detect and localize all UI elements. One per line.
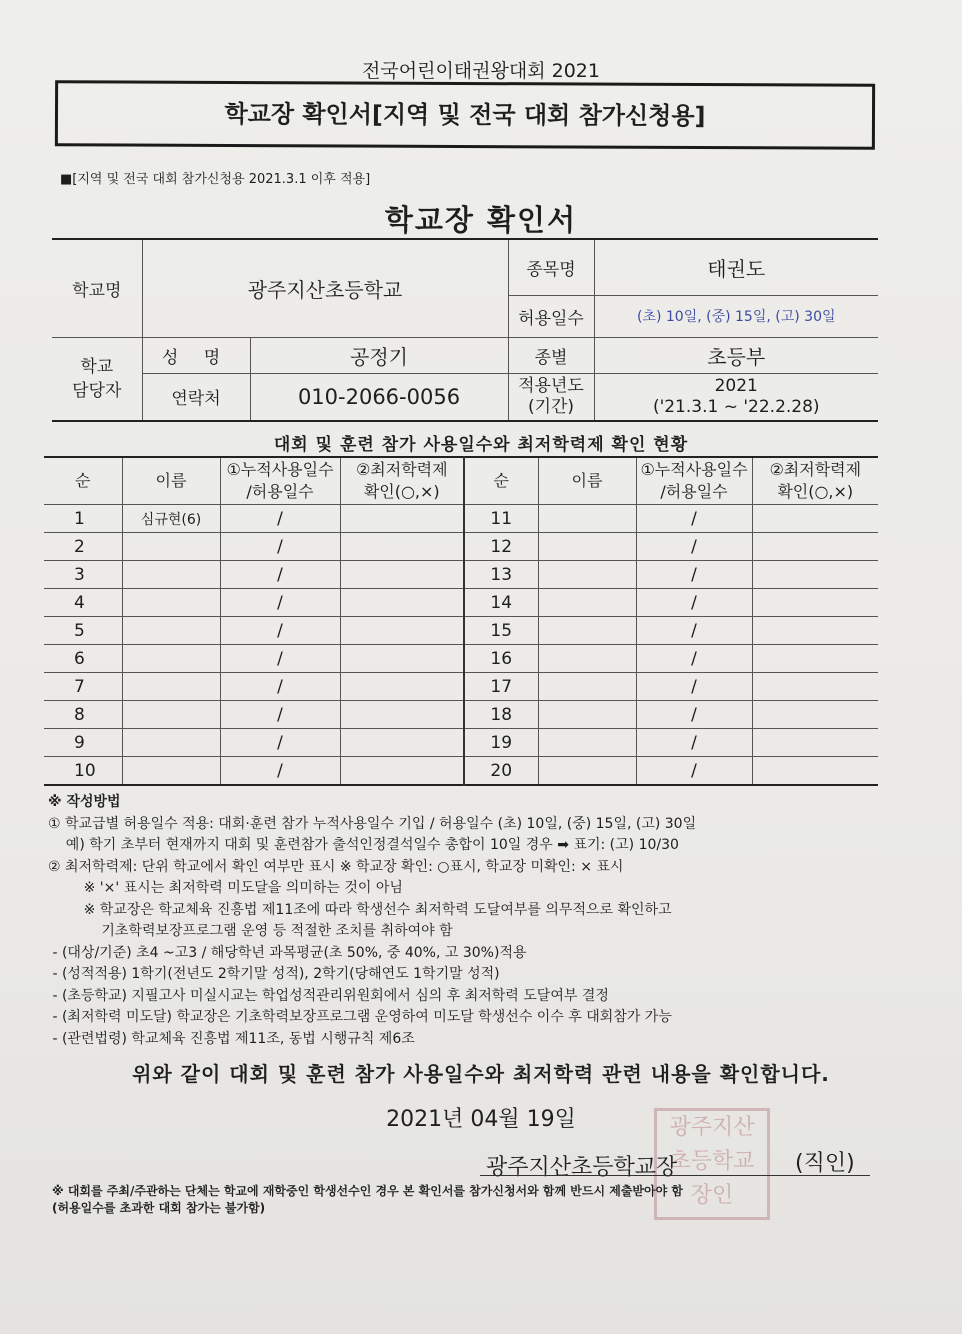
col-no-header: 순 <box>44 457 122 505</box>
table-row <box>44 589 878 617</box>
row-check <box>340 729 464 757</box>
person-name-label: 성 명 <box>142 337 250 373</box>
row-days: / <box>220 505 340 533</box>
row-check <box>752 645 878 673</box>
method-line: 예) 학기 초부터 현재까지 대회 및 훈련참가 출석인정결석일수 총합이 10일 경우 ➡ 표기: (고) 10/30 <box>48 837 679 853</box>
row-days: / <box>220 533 340 561</box>
row-name <box>538 589 636 617</box>
table-header-row <box>44 457 878 505</box>
col-no-header: 순 <box>464 457 538 505</box>
row-days: / <box>636 589 752 617</box>
info-table <box>52 238 878 422</box>
row-number: 3 <box>44 561 122 589</box>
row-days: / <box>636 729 752 757</box>
row-number: 9 <box>44 729 122 757</box>
signature-line <box>480 1175 870 1176</box>
application-note: ■[지역 및 전국 대회 참가신청용 2021.3.1 이후 적용] <box>60 172 371 187</box>
row-number: 15 <box>464 617 538 645</box>
row-days: / <box>636 701 752 729</box>
row-number: 5 <box>44 617 122 645</box>
row-days: / <box>220 561 340 589</box>
division-value: 초등부 <box>594 337 878 373</box>
row-days: / <box>220 701 340 729</box>
division-label: 종별 <box>508 337 594 373</box>
row-number: 1 <box>44 505 122 533</box>
row-days: / <box>220 673 340 701</box>
row-check <box>752 729 878 757</box>
row-name <box>538 757 636 786</box>
table-row <box>44 729 878 757</box>
method-line: - (관련법령) 학교체육 진흥법 제11조, 동법 시행규칙 제6조 <box>48 1030 415 1047</box>
row-days: / <box>636 533 752 561</box>
table-row <box>44 673 878 701</box>
row-number: 6 <box>44 645 122 673</box>
row-check <box>752 589 878 617</box>
row-number: 16 <box>464 645 538 673</box>
row-number: 14 <box>464 589 538 617</box>
table-row <box>44 757 878 786</box>
allowed-days-value: (초) 10일, (중) 15일, (고) 30일 <box>594 295 878 337</box>
row-number: 12 <box>464 533 538 561</box>
method-line: 기초학력보장프로그램 운영 등 적절한 조치를 취하여야 함 <box>48 923 453 939</box>
contact-value: 010-2066-0056 <box>250 373 508 421</box>
row-check <box>340 617 464 645</box>
row-check <box>340 673 464 701</box>
row-number: 20 <box>464 757 538 786</box>
col-days-header: ①누적사용일수 /허용일수 <box>636 457 752 505</box>
row-name <box>122 729 220 757</box>
row-check <box>340 701 464 729</box>
row-days: / <box>636 645 752 673</box>
row-number: 10 <box>44 757 122 786</box>
table-row <box>44 561 878 589</box>
table-row <box>44 505 878 533</box>
allowed-days-label: 허용일수 <box>508 295 594 337</box>
row-check <box>752 561 878 589</box>
table-row <box>44 617 878 645</box>
row-days: / <box>636 673 752 701</box>
row-check <box>752 701 878 729</box>
row-name <box>538 533 636 561</box>
contact-label: 연락처 <box>142 373 250 421</box>
row-check <box>340 589 464 617</box>
method-line: - (초등학교) 지필고사 미실시교는 학업성적관리위원회에서 심의 후 최저학력 도달여부 결정 <box>48 987 609 1004</box>
form-title: 학교장 확인서[지역 및 전국 대회 참가신청용] <box>224 99 706 131</box>
method-line: ② 최저학력제: 단위 학교에서 확인 여부만 표시 ※ 학교장 확인: ○표시, 학교장 미확인: × 표시 <box>48 858 624 875</box>
row-number: 7 <box>44 673 122 701</box>
row-check <box>340 505 464 533</box>
row-name <box>538 617 636 645</box>
row-name <box>538 561 636 589</box>
principal-signature: 광주지산초등학교장 <box>486 1155 678 1180</box>
row-name <box>122 673 220 701</box>
event-label: 종목명 <box>508 239 594 295</box>
row-check <box>752 533 878 561</box>
row-name <box>538 505 636 533</box>
row-name <box>122 561 220 589</box>
row-check <box>752 673 878 701</box>
table-row <box>44 533 878 561</box>
page-title: 학교장 확인서 <box>384 203 578 237</box>
issue-date: 2021년 04월 19일 <box>386 1107 576 1132</box>
row-number: 2 <box>44 533 122 561</box>
school-name-label: 학교명 <box>52 239 142 337</box>
manager-label: 학교 담당자 <box>52 337 142 421</box>
person-name-value: 공정기 <box>250 337 508 373</box>
row-name <box>538 673 636 701</box>
writing-method <box>48 792 908 1050</box>
method-line: ※ '×' 표시는 최저학력 미도달을 의미하는 것이 아님 <box>48 880 403 896</box>
row-name <box>538 645 636 673</box>
row-number: 18 <box>464 701 538 729</box>
row-days: / <box>636 757 752 786</box>
row-name <box>122 701 220 729</box>
row-name: 심규현(6) <box>122 505 220 533</box>
confirmation-statement: 위와 같이 대회 및 훈련 참가 사용일수와 최저학력 관련 내용을 확인합니다. <box>132 1062 830 1086</box>
method-line: - (대상/기준) 초4 ~고3 / 해당학년 과목평균(초 50%, 중 40%, 고 30%)적용 <box>48 944 527 961</box>
row-name <box>122 533 220 561</box>
participation-table <box>44 456 878 786</box>
row-days: / <box>636 505 752 533</box>
form-title-box <box>55 80 875 150</box>
row-days: / <box>220 617 340 645</box>
row-days: / <box>636 617 752 645</box>
row-number: 19 <box>464 729 538 757</box>
row-number: 11 <box>464 505 538 533</box>
method-line: ※ 학교장은 학교체육 진흥법 제11조에 따라 학생선수 최저학력 도달여부를 의무적으로 확인하고 <box>48 901 672 918</box>
row-days: / <box>636 561 752 589</box>
competition-name: 전국어린이태권왕대회 2021 <box>362 60 600 82</box>
year-label: 적용년도 (기간) <box>508 373 594 421</box>
row-check <box>340 757 464 786</box>
row-check <box>340 561 464 589</box>
col-name-header: 이름 <box>538 457 636 505</box>
method-lines <box>48 814 908 1051</box>
col-name-header: 이름 <box>122 457 220 505</box>
col-check-header: ②최저학력제 확인(○,×) <box>752 457 878 505</box>
row-number: 17 <box>464 673 538 701</box>
row-number: 8 <box>44 701 122 729</box>
row-days: / <box>220 757 340 786</box>
row-name <box>538 701 636 729</box>
table-row <box>44 645 878 673</box>
row-check <box>340 645 464 673</box>
col-days-header: ①누적사용일수 /허용일수 <box>220 457 340 505</box>
row-days: / <box>220 729 340 757</box>
method-line: - (성적적용) 1학기(전년도 2학기말 성적), 2학기(당해연도 1학기말 성적) <box>48 966 500 982</box>
footnote: ※ 대회를 주최/주관하는 단체는 학교에 재학중인 학생선수인 경우 본 확인서를 참가신청서와 함께 반드시 제출받아야 함 (허용일수를 초과한 대회 참가는 불가함) <box>52 1184 683 1215</box>
row-check <box>752 617 878 645</box>
status-table-title: 대회 및 훈련 참가 사용일수와 최저학력제 확인 현황 <box>273 435 689 455</box>
seal-label: (직인) <box>795 1151 855 1176</box>
row-name <box>122 589 220 617</box>
school-name-value: 광주지산초등학교 <box>142 239 508 337</box>
col-check-header: ②최저학력제 확인(○,×) <box>340 457 464 505</box>
row-name <box>122 617 220 645</box>
row-check <box>752 757 878 786</box>
row-days: / <box>220 645 340 673</box>
row-name <box>122 757 220 786</box>
event-value: 태권도 <box>594 239 878 295</box>
method-line: ① 학교급별 허용일수 적용: 대회·훈련 참가 누적사용일수 기입 / 허용일수 (초) 10일, (중) 15일, (고) 30일 <box>48 815 697 832</box>
row-name <box>122 645 220 673</box>
row-check <box>752 505 878 533</box>
row-name <box>538 729 636 757</box>
method-line: - (최저학력 미도달) 학교장은 기초학력보장프로그램 운영하여 미도달 학생선수 이수 후 대회참가 가능 <box>48 1009 672 1025</box>
row-number: 4 <box>44 589 122 617</box>
row-check <box>340 533 464 561</box>
year-value: 2021 ('21.3.1 ~ '22.2.28) <box>594 373 878 421</box>
table-row <box>44 701 878 729</box>
row-number: 13 <box>464 561 538 589</box>
seal-text: 광주지산 초등학교 장인 <box>669 1115 755 1208</box>
method-title: ※ 작성방법 <box>48 794 121 810</box>
row-days: / <box>220 589 340 617</box>
